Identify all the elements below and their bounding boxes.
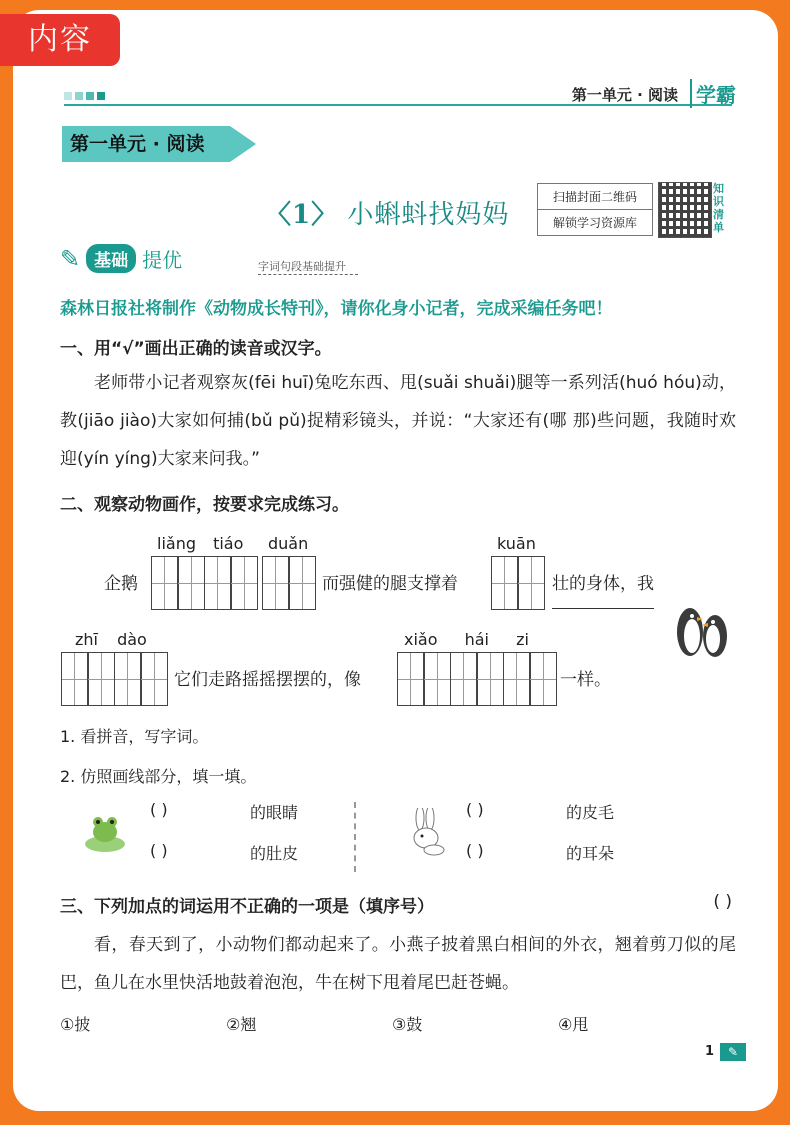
notebook-icon: ✎	[60, 244, 81, 273]
sentence-part: 壮的身体，我	[552, 569, 654, 609]
frog-illustration	[82, 808, 128, 854]
grid-cell[interactable]	[491, 556, 519, 610]
grid-cell[interactable]	[61, 652, 89, 706]
grid-cell[interactable]	[114, 652, 142, 706]
question-3-title: 三、下列加点的词运用不正确的一项是（填序号）	[60, 897, 434, 917]
fill-blank[interactable]: ( )	[150, 841, 168, 860]
grid-cell[interactable]	[177, 556, 205, 610]
writing-grid[interactable]	[492, 556, 545, 610]
writing-grid[interactable]	[152, 556, 258, 610]
answer-blank[interactable]: ( )	[713, 892, 732, 912]
writing-grid[interactable]	[398, 652, 557, 706]
sentence-part: 一样。	[560, 670, 611, 690]
fill-row[interactable]	[466, 841, 614, 864]
header-square	[64, 92, 72, 100]
lesson-title	[265, 194, 509, 231]
sentence-part: 它们走路摇摇摆摆的，像	[174, 670, 361, 690]
intro-text: 森林日报社将制作《动物成长特刊》，请你化身小记者，完成采编任务吧！	[60, 299, 613, 319]
grid-cell[interactable]	[423, 652, 451, 706]
question-1-text: 老师带小记者观察灰(fēi huī)兔吃东西、甩(suǎi shuǎi)腿等一系列活(huó hóu)动，教(jiāo jiào)大家如何捕(bǔ pǔ)捉精彩镜头，并说：“大家还有(哪 那)些问题，我随时欢迎(yín yíng)大家来问我。”	[60, 373, 736, 469]
pinyin-label: kuān	[497, 534, 536, 553]
header-brand: 学霸	[690, 79, 736, 108]
grid-cell[interactable]	[230, 556, 258, 610]
grid-cell[interactable]	[503, 652, 531, 706]
content-tag: 内容	[0, 14, 120, 66]
sentence-part: 而强健的腿支撑着	[322, 574, 458, 594]
unit-banner: 第一单元 · 阅读	[62, 126, 230, 162]
pinyin-label: duǎn	[268, 534, 309, 553]
header-square	[75, 92, 83, 100]
option[interactable]: ③鼓	[392, 1015, 423, 1034]
scan-box	[537, 183, 653, 236]
header-square	[97, 92, 105, 100]
question-1-title: 一、用“√”画出正确的读音或汉字。	[60, 339, 332, 359]
writing-grid[interactable]	[263, 556, 316, 610]
grid-cell[interactable]	[529, 652, 557, 706]
pencil-icon: ✎	[720, 1043, 746, 1061]
grid-cell[interactable]	[87, 652, 115, 706]
fill-blank[interactable]: ( )	[150, 800, 168, 819]
penguins-illustration	[670, 592, 736, 662]
pinyin-label: zhī dào	[75, 630, 147, 649]
pinyin-label: liǎng tiáo	[157, 534, 244, 553]
section-subtitle: 字词句段基础提升	[258, 258, 358, 275]
fill-blank[interactable]: ( )	[466, 800, 484, 819]
sentence-part: 企鹅	[104, 574, 138, 594]
fill-blank[interactable]: ( )	[466, 841, 484, 860]
fill-row[interactable]	[150, 800, 298, 823]
option[interactable]: ①披	[60, 1015, 91, 1034]
lesson-number-bracket: 〈1〉	[265, 200, 339, 230]
fill-row[interactable]	[466, 800, 614, 823]
page-number	[699, 1042, 746, 1061]
options-row	[60, 1012, 724, 1035]
grid-cell[interactable]	[140, 652, 168, 706]
grid-cell[interactable]	[476, 652, 504, 706]
lesson-name: 小蝌蚪找妈妈	[347, 200, 510, 230]
section-pill: 基础	[86, 244, 136, 273]
pinyin-label: xiǎo hái zi	[404, 630, 529, 649]
option[interactable]: ④甩	[558, 1015, 589, 1034]
grid-cell[interactable]	[397, 652, 425, 706]
qr-code-icon[interactable]	[658, 182, 712, 238]
grid-cell[interactable]	[288, 556, 316, 610]
rabbit-illustration	[404, 808, 450, 858]
question-3-text: 看，春天到了，小动物们都动起来了。小燕子披着黑白相间的外衣，翘着剪刀似的尾巴，鱼儿在水里快活地鼓着泡泡，牛在树下甩着尾巴赶苍蝇。	[60, 935, 736, 993]
sub-question-2: 2. 仿照画线部分，填一填。	[60, 767, 257, 786]
grid-cell[interactable]	[151, 556, 179, 610]
fill-tail: 的肚皮	[250, 844, 299, 863]
header-unit-label: 第一单元 · 阅读	[571, 86, 678, 104]
question-2-title: 二、观察动物画作，按要求完成练习。	[60, 495, 349, 515]
scan-line-2: 解锁学习资源库	[538, 209, 652, 235]
fill-tail: 的皮毛	[566, 803, 615, 822]
grid-cell[interactable]	[262, 556, 290, 610]
option[interactable]: ②翘	[226, 1015, 257, 1034]
lesson-number: 1	[292, 200, 312, 230]
page-number-value: 1	[704, 1044, 714, 1059]
grid-cell[interactable]	[517, 556, 545, 610]
divider	[354, 802, 356, 872]
section-header	[60, 244, 182, 273]
fill-tail: 的眼睛	[250, 803, 299, 822]
writing-grid[interactable]	[62, 652, 168, 706]
fill-tail: 的耳朵	[566, 844, 615, 863]
section-name: 提优	[142, 248, 183, 272]
header-square	[86, 92, 94, 100]
fill-row[interactable]	[150, 841, 298, 864]
grid-cell[interactable]	[204, 556, 232, 610]
sub-question-1: 1. 看拼音，写字词。	[60, 727, 209, 746]
scan-line-1: 扫描封面二维码	[552, 190, 637, 204]
qr-side-label: 知识清单	[713, 182, 724, 234]
grid-cell[interactable]	[450, 652, 478, 706]
header-squares	[64, 92, 105, 100]
